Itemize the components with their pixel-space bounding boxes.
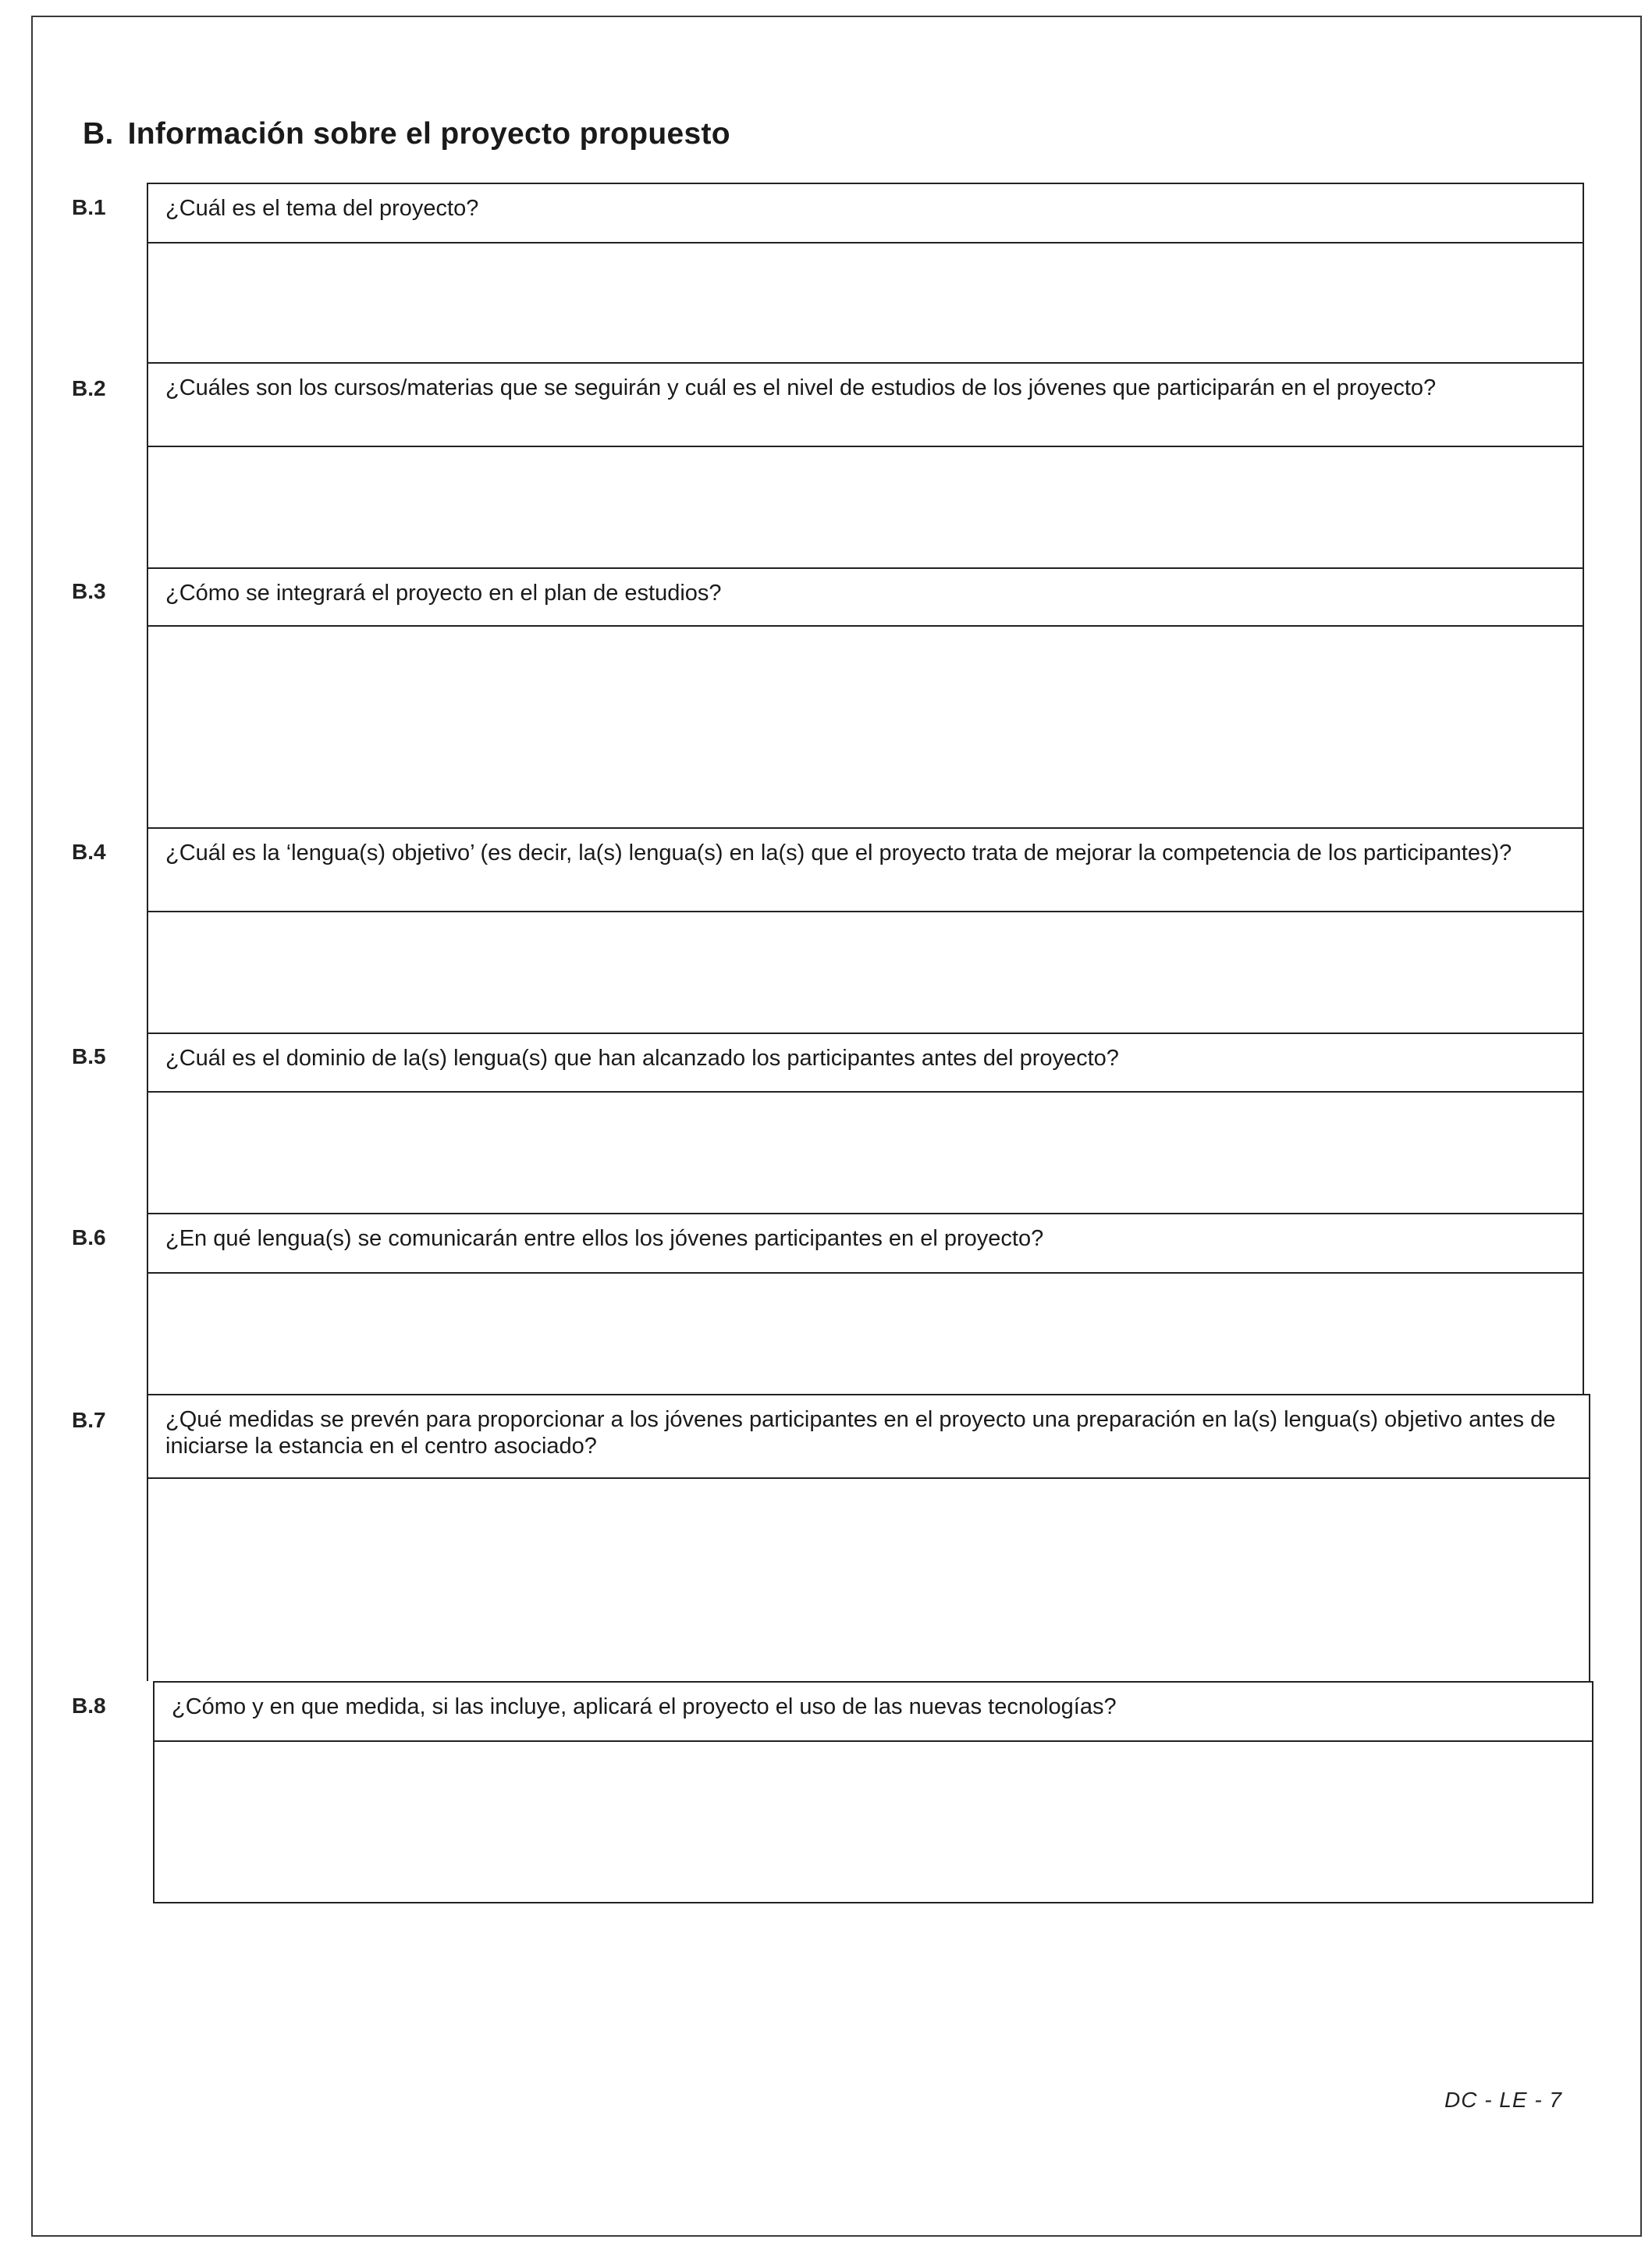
question-block (147, 183, 1584, 362)
answer-field[interactable] (148, 447, 1583, 567)
answer-field[interactable] (148, 912, 1583, 1033)
question-text: ¿En qué lengua(s) se comunicarán entre ellos los jóvenes participantes en el proyecto? (148, 1214, 1583, 1274)
question-block (147, 567, 1584, 827)
form-code: DC - LE - 7 (1444, 2088, 1562, 2112)
question-block (147, 827, 1584, 1033)
answer-field[interactable] (155, 1742, 1592, 1902)
section-title: Información sobre el proyecto propuesto (127, 117, 730, 151)
question-label: B.8 (72, 1694, 106, 1718)
question-text: ¿Qué medidas se prevén para proporcionar a los jóvenes participantes en el proyecto una preparación en la(s) lengua(s) objetivo antes de iniciarse la estancia en el centro asociado? (148, 1395, 1589, 1479)
question-label: B.3 (72, 579, 106, 603)
question-text: ¿Cuál es la ‘lengua(s) objetivo’ (es decir, la(s) lengua(s) en la(s) que el proyecto trata de mejorar la competencia de los participantes)? (148, 829, 1583, 912)
answer-field[interactable] (148, 1274, 1583, 1394)
question-label: B.7 (72, 1408, 106, 1432)
question-text: ¿Cómo se integrará el proyecto en el plan de estudios? (148, 569, 1583, 627)
question-label: B.1 (72, 195, 106, 219)
question-block (153, 1681, 1593, 1903)
answer-field[interactable] (148, 1479, 1589, 1681)
answer-field[interactable] (148, 627, 1583, 827)
question-block (147, 362, 1584, 567)
question-label: B.6 (72, 1225, 106, 1249)
question-label: B.2 (72, 376, 106, 400)
question-text: ¿Cómo y en que medida, si las incluye, aplicará el proyecto el uso de las nuevas tecnologías? (155, 1683, 1592, 1742)
section-letter: B. (83, 117, 114, 151)
answer-field[interactable] (148, 1093, 1583, 1213)
question-text: ¿Cuáles son los cursos/materias que se seguirán y cuál es el nivel de estudios de los jóvenes que participarán en el proyecto? (148, 364, 1583, 447)
question-block (147, 1394, 1590, 1681)
question-text: ¿Cuál es el tema del proyecto? (148, 184, 1583, 243)
question-block (147, 1213, 1584, 1394)
question-label: B.5 (72, 1044, 106, 1068)
question-label: B.4 (72, 840, 106, 864)
question-block (147, 1033, 1584, 1213)
question-text: ¿Cuál es el dominio de la(s) lengua(s) que han alcanzado los participantes antes del proyecto? (148, 1034, 1583, 1093)
answer-field[interactable] (148, 243, 1583, 362)
section-heading (83, 117, 730, 151)
